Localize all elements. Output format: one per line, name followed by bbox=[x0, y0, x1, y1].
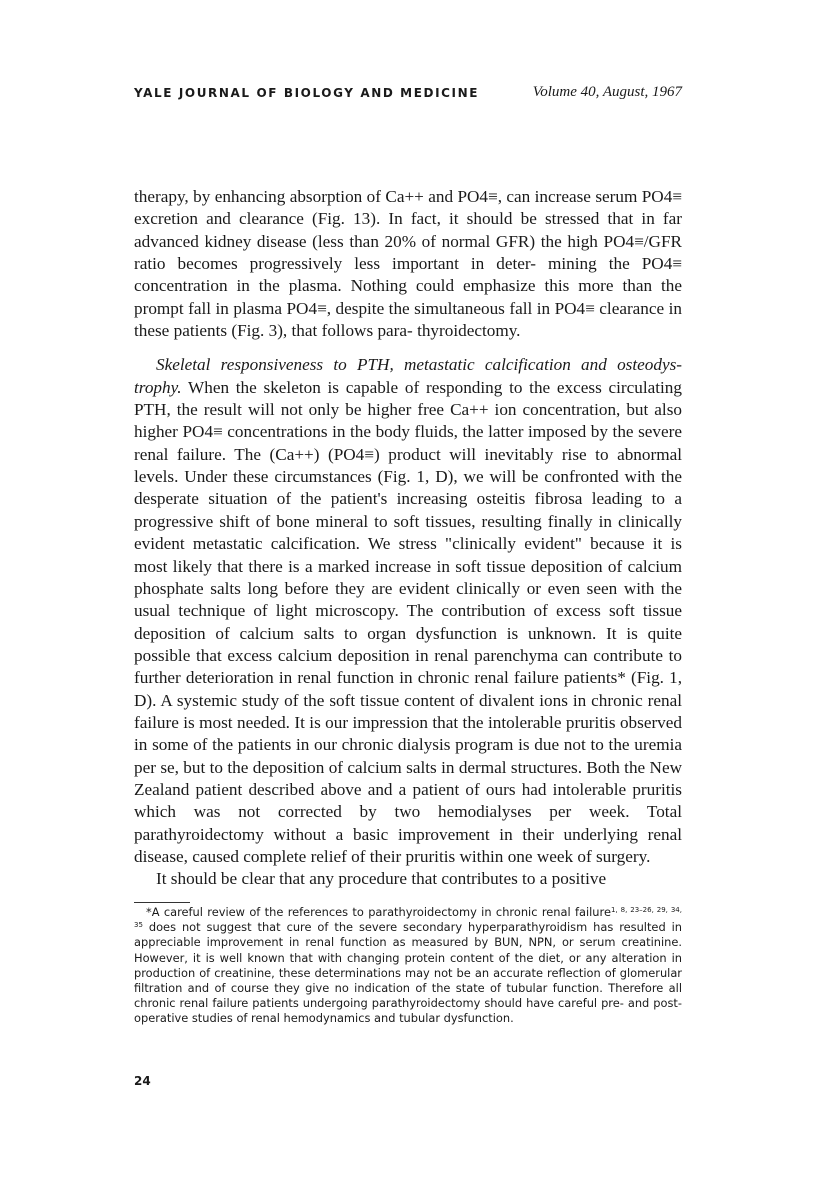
footnote-lead: *A careful review of the references to parathyroidectomy in chronic renal failure bbox=[146, 905, 611, 919]
volume-info: Volume 40, August, 1967 bbox=[532, 84, 682, 100]
journal-name: YALE JOURNAL OF BIOLOGY AND MEDICINE bbox=[134, 86, 480, 100]
paragraph-1-line: fall in PO4≡ clearance in these patients (Fig. 3), that follows para- bbox=[134, 298, 683, 341]
article-body bbox=[134, 186, 682, 891]
paragraph-1-line: this more than the prompt fall in plasma PO4≡, despite the simultaneous bbox=[134, 276, 682, 318]
section-heading: Skeletal responsiveness to PTH, metastatic calcification and osteodys-trophy. bbox=[134, 355, 682, 397]
paragraph-2 bbox=[134, 354, 682, 868]
paragraph-1 bbox=[134, 186, 682, 342]
page-number: 24 bbox=[134, 1074, 151, 1088]
paragraph-1-line: therapy, by enhancing absorption of Ca++ and PO4≡, can increase serum bbox=[134, 187, 642, 206]
paragraph-1-line: high PO4≡/GFR ratio becomes progressively less important in deter- bbox=[134, 231, 682, 274]
paragraph-1-line: that in far advanced kidney disease (less than 20% of normal GFR) the bbox=[134, 209, 682, 251]
paragraph-3: It should be clear that any procedure that contributes to a positive bbox=[156, 869, 607, 889]
footnote-references: 1, 8, 23–26, 29, 34, 35 bbox=[134, 906, 682, 930]
paragraph-2-text: When the skeleton is capable of responding to the excess circulating PTH, the result will not only be higher free Ca++ ion concentration, but also higher PO4≡ concentrations in the body fluids, the latter imposed by the severe renal failure. The (Ca++) (PO4≡) product will inevitably rise to abnormal levels. Under these circumstances (Fig. 1, D), we will be confronted with the desperate situation of the patient's increasing osteitis fibrosa leading to a progressive shift of bone mineral to soft tissues, resulting finally in clinically evident metastatic calcification. We stress "clinically evident" because it is most likely that there is a marked increase in soft tissue deposition of calcium phosphate salts long before they are evident clinically or even seen with the usual technique of light microscopy. The contribution of excess soft tissue deposition of calcium salts to organ dysfunction is unknown. It is quite possible that excess calcium deposition in renal parenchyma can contribute to further deterioration in renal function in chronic renal failure patients* (Fig. 1, D). A systemic study of the soft tissue content of divalent ions in chronic renal failure is most needed. It is our impression that the intolerable pruritis observed in some of the patients in our chronic dialysis program is due not to the uremia per se, but to the deposition of calcium salts in dermal structures. Both the New Zealand patient described above and a patient of ours had intolerable pruritis which was not corrected by two hemodialyses per week. Total parathyroidectomy without a basic improvement in their underlying renal disease, caused complete relief of their pruritis within one week of surgery. bbox=[134, 377, 682, 866]
footnote-text: does not suggest that cure of the severe secondary hyperparathyroidism has resulted in appreciable improvement in renal function as measured by BUN, NPN, or serum creatinine. However, it is well known that with changing protein content of the diet, or any alteration in production of creatinine, these determinations may not be an accurate reflection of glomerular filtration and of course they give no indication of the state of tubular function. Therefore all chronic renal failure patients undergoing parathyroidectomy should have careful pre- and post-operative studies of renal hemodynamics and tubular dysfunction. bbox=[134, 920, 682, 1026]
running-header bbox=[134, 86, 682, 106]
paragraph-1-line: mining the PO4≡ concentration in the plasma. Nothing could emphasize bbox=[134, 254, 682, 296]
paragraph-1-line: thyroidectomy. bbox=[417, 321, 521, 341]
footnote bbox=[134, 905, 682, 1027]
footnote-rule bbox=[134, 902, 190, 903]
paragraph-1-line: PO4≡ excretion and clearance (Fig. 13). In fact, it should be stressed bbox=[134, 187, 682, 229]
